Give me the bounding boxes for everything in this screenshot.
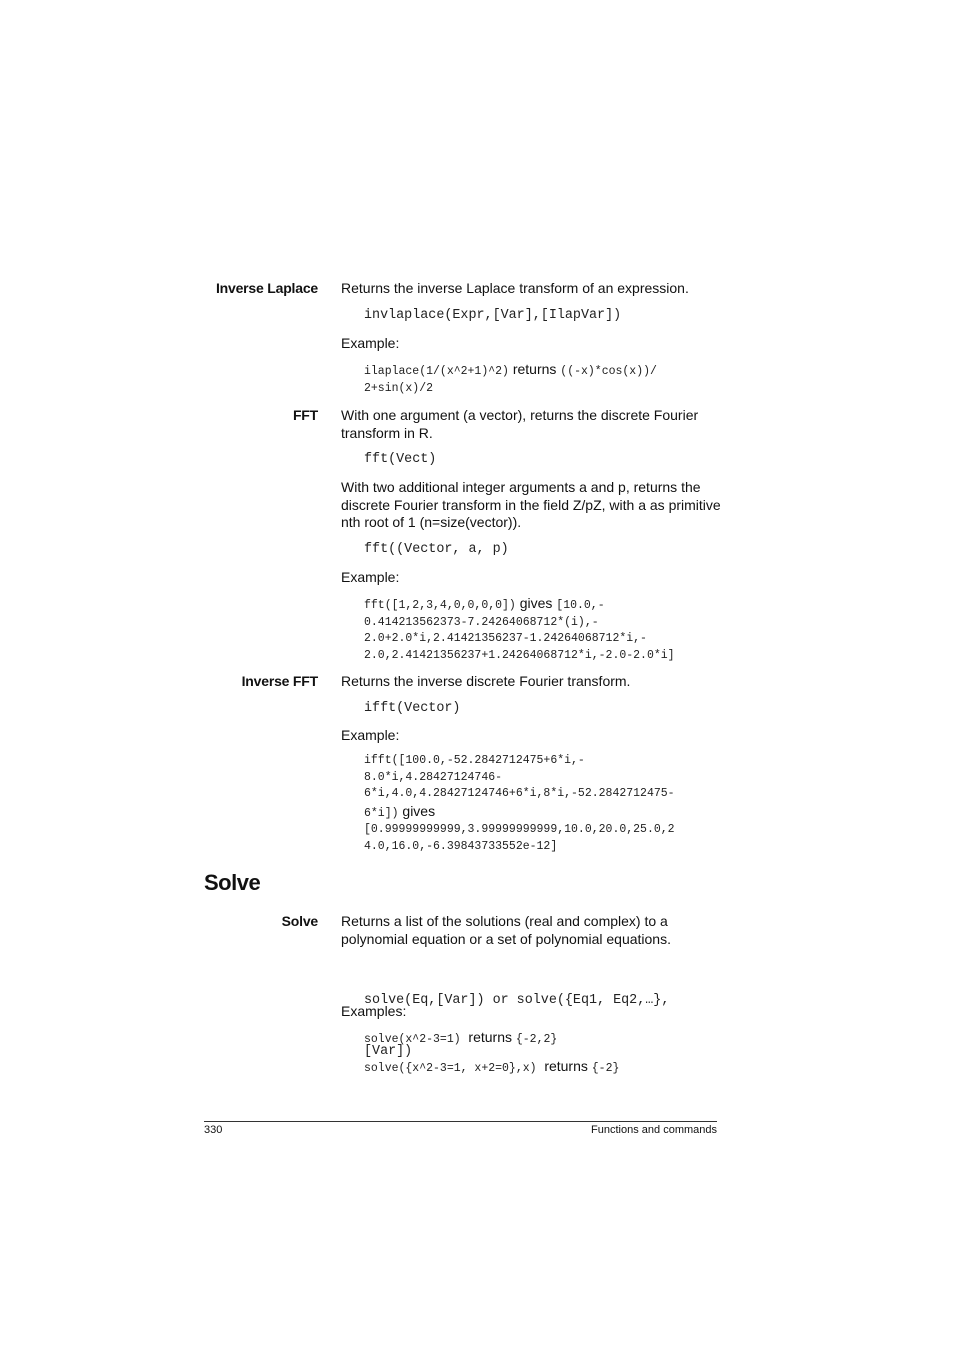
fft-example [364, 595, 724, 664]
solve-example-1-word: returns [468, 1029, 512, 1045]
inverse-fft-label: Inverse FFT [241, 673, 318, 689]
fft-description-2 [341, 479, 721, 532]
solve-example-1 [364, 1029, 724, 1049]
fft-description-2-line-3: nth root of 1 (n=size(vector)). [341, 514, 522, 530]
section-title: Solve [204, 870, 261, 895]
solve-example-heading: Examples: [341, 1003, 407, 1019]
inverse-fft-example [364, 753, 724, 855]
solve-example-2 [364, 1058, 724, 1078]
fft-example-code: fft([1,2,3,4,0,0,0,0]) [364, 599, 516, 612]
inverse-laplace-example-code: ilaplace(1/(x^2+1)^2) [364, 365, 509, 378]
chapter-title: Functions and commands [591, 1124, 717, 1136]
footer-rule [204, 1121, 717, 1122]
solve-example-2-result: {-2} [591, 1062, 620, 1075]
fft-example-result-3: 2.0+2.0*i,2.41421356237-1.24264068712*i,- [364, 632, 647, 645]
inverse-laplace-example-word: returns [512, 361, 557, 377]
inverse-fft-example-word: gives [402, 802, 436, 819]
fft-example-heading: Example: [341, 569, 400, 585]
inverse-fft-example-line-1: ifft([100.0,-52.2842712475+6*i,- [364, 754, 585, 767]
inverse-laplace-example-result-1: ((-x)*cos(x))/ [560, 365, 657, 378]
solve-example-2-word: returns [544, 1058, 588, 1074]
solve-syntax-line-2: [Var]) [364, 1044, 413, 1059]
fft-example-result-2: 0.414213562373-7.24264068712*(i),- [364, 615, 599, 629]
solve-syntax-line-1: solve(Eq,[Var]) or solve({Eq1, Eq2,…}, [364, 993, 670, 1008]
solve-label: Solve [281, 913, 318, 929]
solve-description [341, 913, 721, 948]
inverse-fft-example-result-1: [0.99999999999,3.99999999999,10.0,20.0,25.0,2 [364, 823, 675, 836]
fft-description-1-line-1: With one argument (a vector), returns the discrete Fourier [341, 407, 699, 423]
fft-description-2-line-2: discrete Fourier transform in the field Z/pZ, with a as primitive [341, 496, 721, 513]
inverse-fft-example-heading: Example: [341, 727, 400, 743]
fft-description-2-line-1: With two additional integer arguments a and p, returns the [341, 479, 701, 495]
inverse-laplace-example-heading: Example: [341, 335, 400, 351]
inverse-laplace-example [364, 361, 724, 397]
solve-description-line-2: polynomial equation or a set of polynomial equations. [341, 930, 671, 947]
inverse-fft-example-line-3: 6*i,4.0,4.28427124746+6*i,8*i,-52.2842712475- [364, 787, 675, 800]
inverse-fft-example-line-4: 6*i]) [364, 806, 399, 820]
inverse-laplace-label: Inverse Laplace [215, 280, 318, 296]
inverse-laplace-syntax: invlaplace(Expr,[Var],[IlapVar]) [364, 308, 622, 323]
inverse-fft-example-line-2: 8.0*i,4.28427124746- [364, 770, 503, 784]
inverse-fft-syntax: ifft(Vector) [364, 701, 461, 716]
inverse-laplace-example-result-2: 2+sin(x)/2 [364, 381, 434, 395]
page-number: 330 [204, 1124, 223, 1136]
inverse-fft-example-result-2: 4.0,16.0,-6.39843733552e-12] [364, 839, 558, 853]
fft-description-1-line-2: transform in R. [341, 424, 433, 441]
solve-description-line-1: Returns a list of the solutions (real and complex) to a [341, 913, 668, 929]
fft-example-result-4: 2.0,2.41421356237+1.24264068712*i,-2.0-2.0*i] [364, 648, 675, 662]
inverse-laplace-description: Returns the inverse Laplace transform of an expression. [341, 280, 689, 296]
solve-example-2-code: solve({x^2-3=1, x+2=0},x) [364, 1062, 537, 1075]
fft-description-1 [341, 407, 721, 442]
fft-syntax-1: fft(Vect) [364, 452, 437, 467]
fft-example-result-1: [10.0,- [556, 599, 605, 612]
inverse-fft-description: Returns the inverse discrete Fourier transform. [341, 673, 631, 689]
solve-example-1-result: {-2,2} [515, 1033, 558, 1046]
fft-example-word: gives [519, 595, 553, 611]
solve-example-1-code: solve(x^2-3=1) [364, 1033, 461, 1046]
fft-syntax-2: fft((Vector, a, p) [364, 542, 509, 557]
fft-label: FFT [292, 407, 318, 423]
